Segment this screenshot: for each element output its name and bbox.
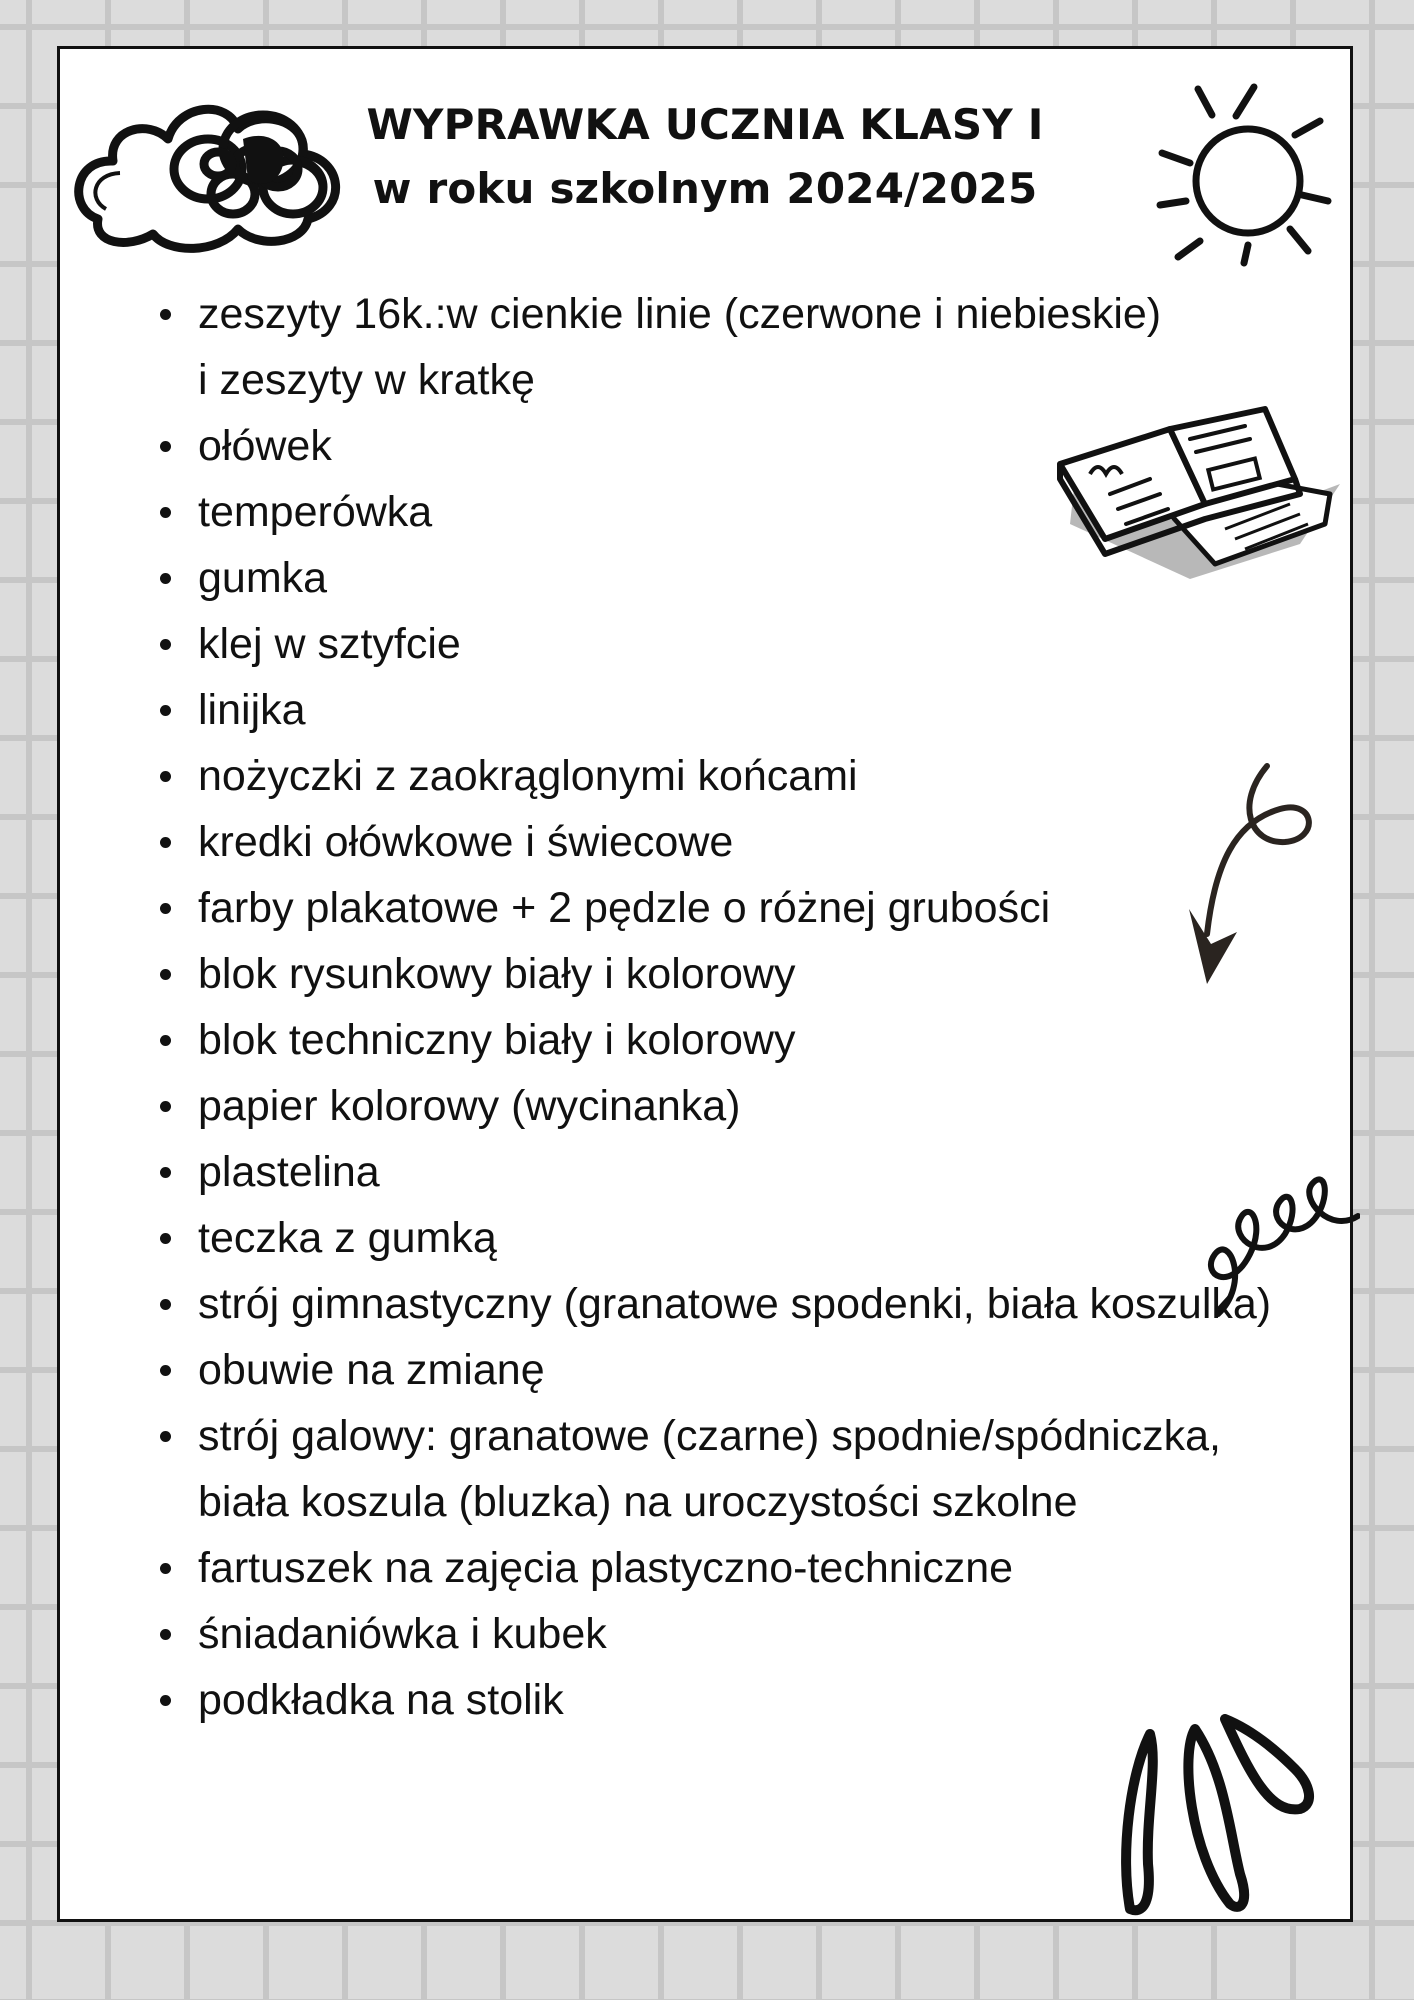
- loop-scribble-icon: [1190, 1124, 1360, 1324]
- list-item: [140, 1601, 1370, 1667]
- list-item-text: ołówek: [198, 422, 332, 470]
- curved-arrow-icon: [1175, 754, 1355, 994]
- open-books-icon: [1050, 404, 1350, 584]
- list-item-text: nożyczki z zaokrąglonymi końcami: [198, 752, 858, 800]
- list-item-text: zeszyty 16k.:w cienkie linie (czerwone i niebieskie): [198, 290, 1162, 338]
- list-item-text-continued: biała koszula (bluzka) na uroczystości szkolne: [198, 1478, 1078, 1526]
- list-item: [140, 1073, 1370, 1139]
- list-item-text: temperówka: [198, 488, 433, 536]
- list-item: [140, 1139, 1370, 1205]
- title-line-2: w roku szkolnym 2024/2025: [372, 164, 1038, 213]
- list-item-text: strój galowy: granatowe (czarne) spodnie/spódniczka,: [198, 1412, 1221, 1460]
- list-item: [140, 1271, 1370, 1337]
- list-item-text: farby plakatowe + 2 pędzle o różnej grubości: [198, 884, 1051, 932]
- list-item: [140, 1007, 1370, 1073]
- list-item-text: papier kolorowy (wycinanka): [198, 1082, 741, 1130]
- leaf-strokes-icon: [1100, 1714, 1320, 1924]
- list-item-text: gumka: [198, 554, 328, 602]
- list-item: [140, 1403, 1370, 1535]
- list-item-text: linijka: [198, 686, 306, 734]
- list-item-text: strój gimnastyczny (granatowe spodenki, biała koszulka): [198, 1280, 1272, 1328]
- list-item-text: obuwie na zmianę: [198, 1346, 545, 1394]
- list-item-text: plastelina: [198, 1148, 380, 1196]
- list-item-text: fartuszek na zajęcia plastyczno-techniczne: [198, 1544, 1014, 1592]
- list-item: [140, 677, 1370, 743]
- list-item: [140, 1337, 1370, 1403]
- cloud-doodle-icon: [68, 69, 368, 259]
- list-item: [140, 611, 1370, 677]
- sun-icon: [1140, 71, 1340, 271]
- list-item-text: śniadaniówka i kubek: [198, 1610, 607, 1658]
- supply-list-sheet: [57, 46, 1353, 1922]
- title-line-1: WYPRAWKA UCZNIA KLASY I: [366, 100, 1044, 149]
- list-item-text: teczka z gumką: [198, 1214, 497, 1262]
- list-item: [140, 1535, 1370, 1601]
- list-item-text: kredki ołówkowe i świecowe: [198, 818, 734, 866]
- list-item-text: klej w sztyfcie: [198, 620, 461, 668]
- list-item-text: blok rysunkowy biały i kolorowy: [198, 950, 796, 998]
- list-item-text: blok techniczny biały i kolorowy: [198, 1016, 796, 1064]
- list-item-text: podkładka na stolik: [198, 1676, 564, 1724]
- list-item: [140, 281, 1370, 413]
- list-item: [140, 1205, 1370, 1271]
- list-item-text-continued: i zeszyty w kratkę: [198, 356, 535, 404]
